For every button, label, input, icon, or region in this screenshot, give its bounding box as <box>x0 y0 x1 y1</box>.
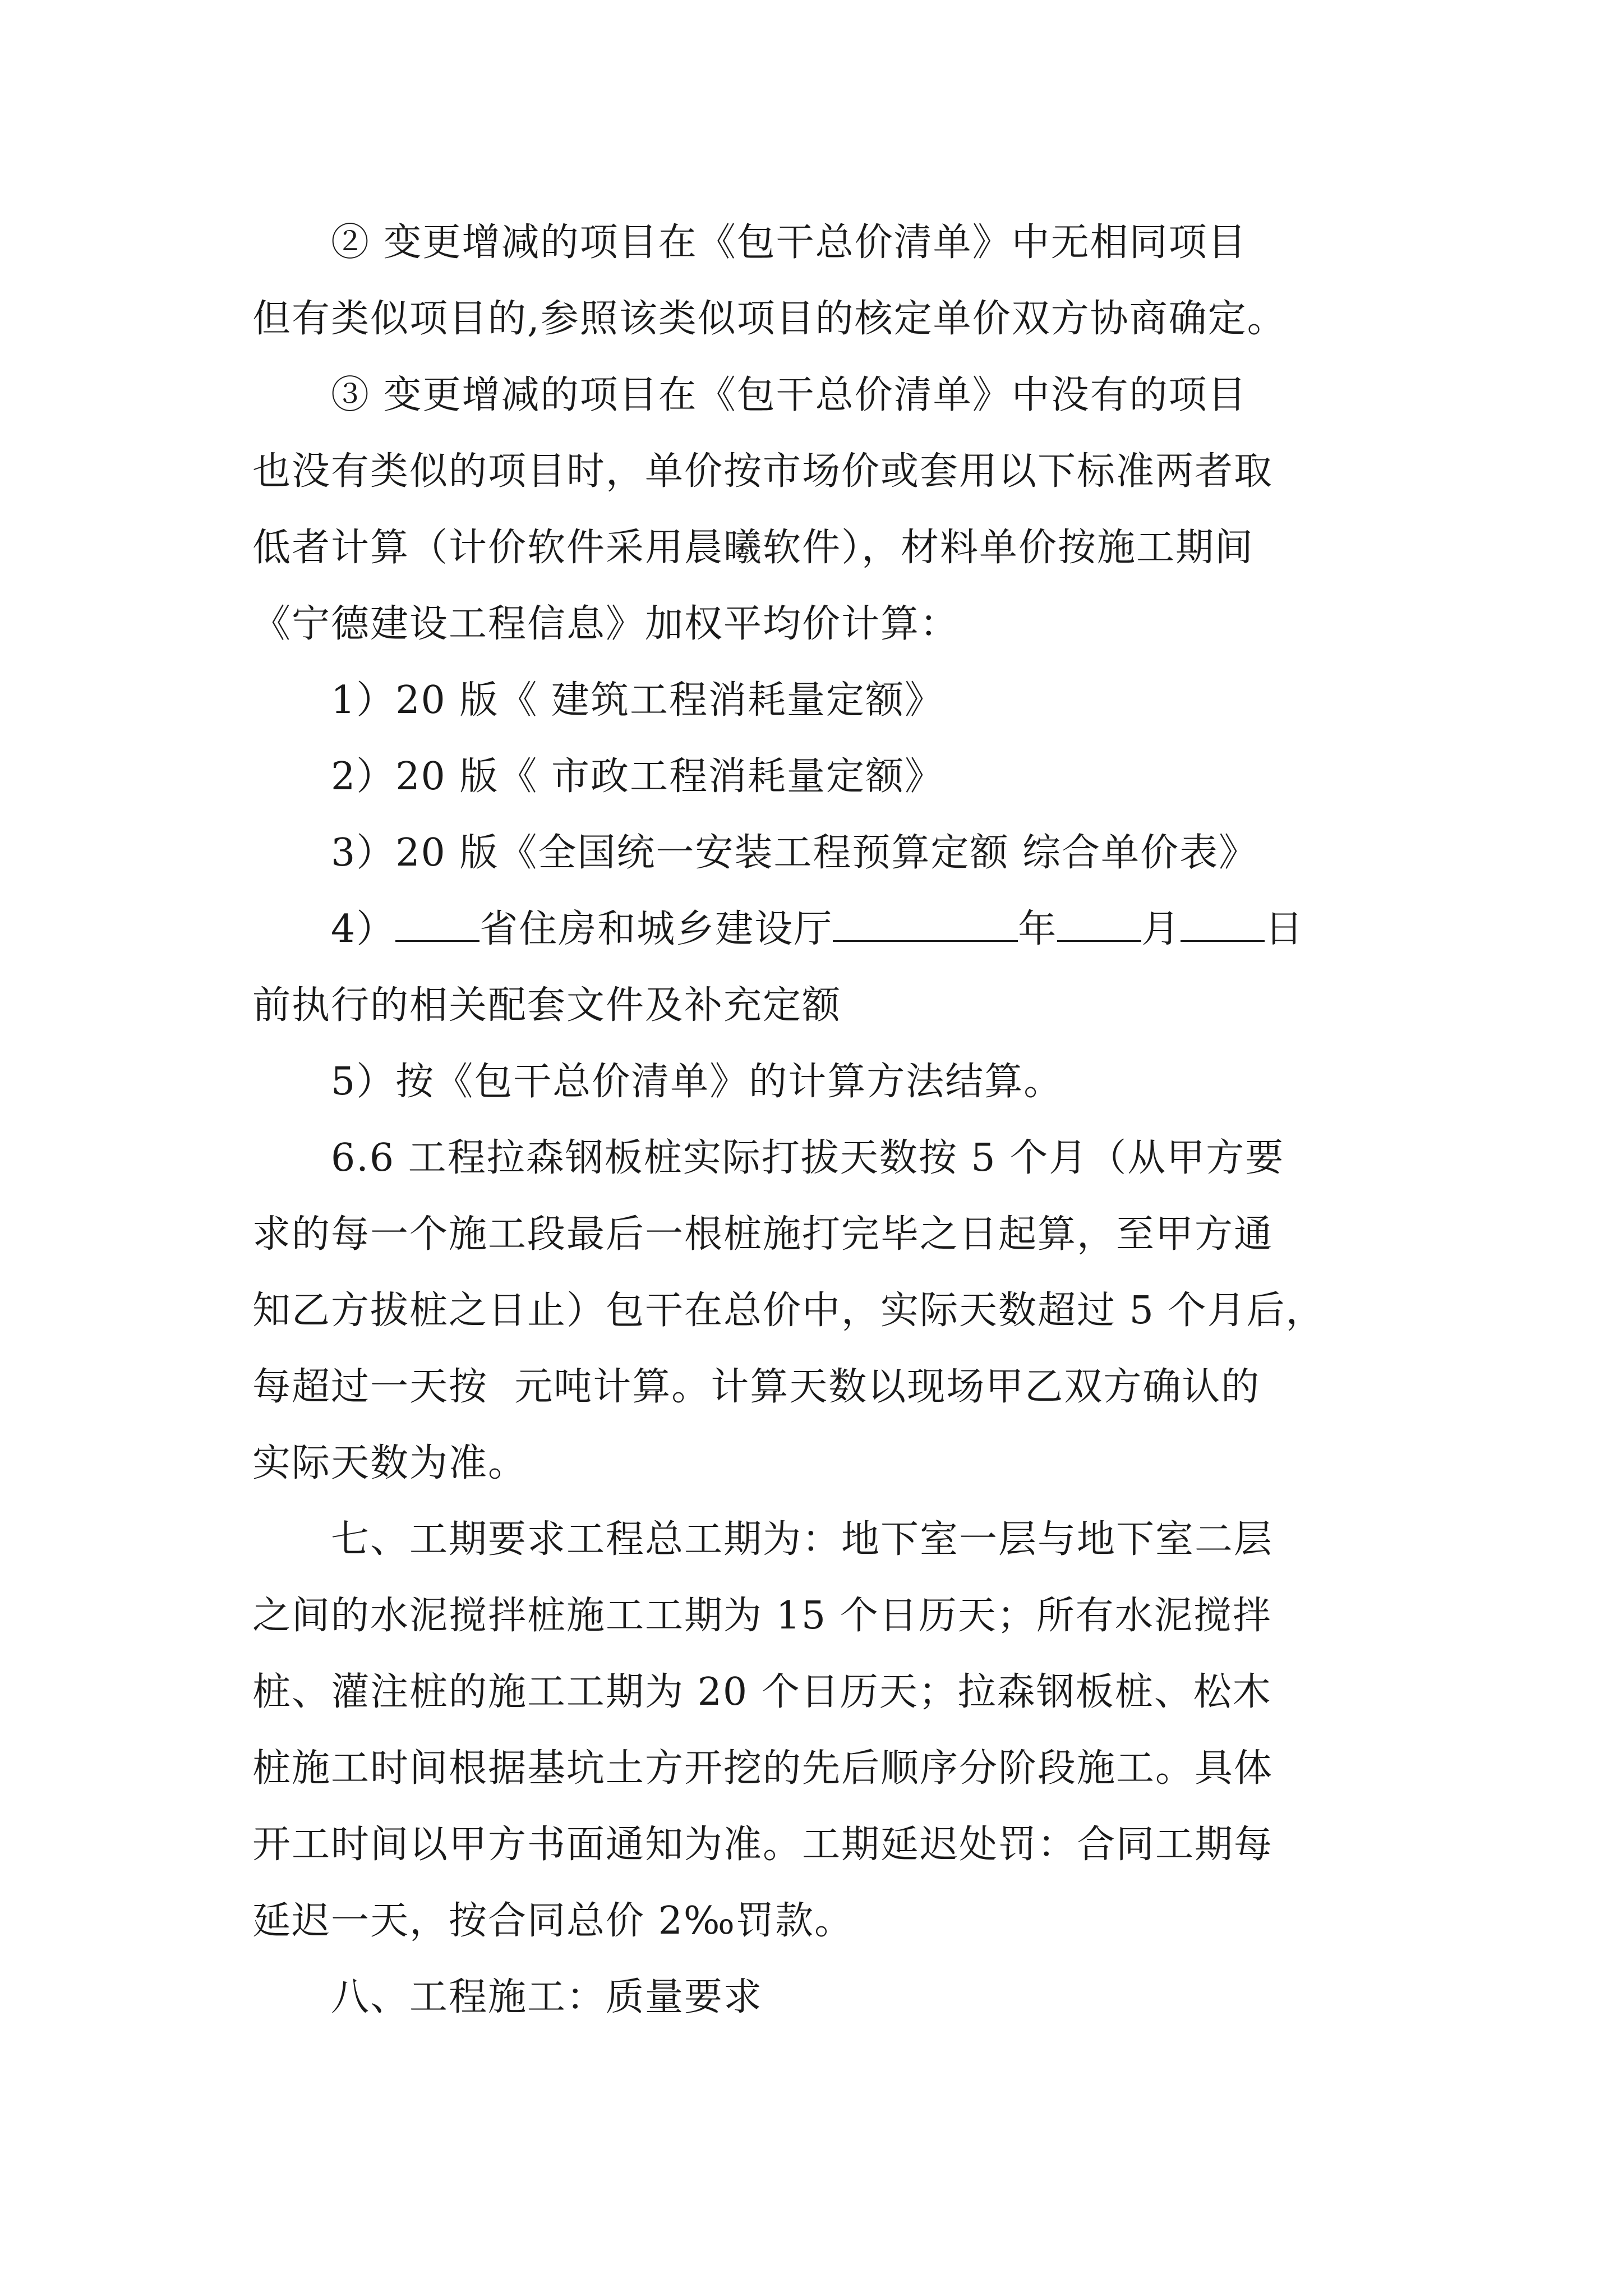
province-blank <box>395 901 479 942</box>
text-line: ② 变更增减的项目在《包干总价清单》中无相同项目 <box>252 220 1247 265</box>
text-line: 之间的水泥搅拌桩施工工期为 15 个日历天；所有水泥搅拌 <box>252 1594 1272 1638</box>
month-blank <box>1057 901 1141 942</box>
text-line: 桩、灌注桩的施工工期为 20 个日历天；拉森钢板桩、松木 <box>252 1670 1272 1714</box>
text-line: 求的每一个施工段最后一根桩施打完毕之日起算，至甲方通 <box>252 1212 1274 1257</box>
province-label: 省住房和城乡建设厅 <box>479 907 833 951</box>
text-line: 1）20 版《 建筑工程消耗量定额》 <box>252 678 944 723</box>
text-line: 也没有类似的项目时，单价按市场价或套用以下标准两者取 <box>252 449 1274 494</box>
month-label: 月 <box>1141 907 1181 951</box>
text-line: 桩施工时间根据基坑土方开挖的先后顺序分阶段施工。具体 <box>252 1746 1274 1791</box>
text-line: 前执行的相关配套文件及补充定额 <box>252 983 842 1028</box>
text-line: 实际天数为准。 <box>252 1441 528 1485</box>
text-line: 开工时间以甲方书面通知为准。工期延迟处罚：合同工期每 <box>252 1823 1274 1867</box>
text-line: 2）20 版《 市政工程消耗量定额》 <box>252 754 944 799</box>
text-line: 每超过一天按 元吨计算。计算天数以现场甲乙双方确认的 <box>252 1365 1261 1409</box>
text-line: ③ 变更增减的项目在《包干总价清单》中没有的项目 <box>252 373 1247 417</box>
text-line: 延迟一天，按合同总价 2‰罚款。 <box>252 1899 854 1943</box>
text-line: 《宁德建设工程信息》加权平均价计算： <box>252 602 960 646</box>
day-blank <box>1181 901 1265 942</box>
year-blank <box>833 901 1018 942</box>
text-line: 知乙方拔桩之日止）包干在总价中，实际天数超过 5 个月后， <box>252 1289 1325 1333</box>
fill-in-line <box>252 891 1374 968</box>
year-label: 年 <box>1018 907 1058 951</box>
item-number: 4） <box>252 907 396 951</box>
day-label: 日 <box>1265 907 1304 951</box>
text-line: 3）20 版《全国统一安装工程预算定额 综合单价表》 <box>252 831 1258 875</box>
section-heading-line: 七、工期要求工程总工期为：地下室一层与地下室二层 <box>252 1517 1274 1562</box>
text-line: 6.6 工程拉森钢板桩实际打拔天数按 5 个月（从甲方要 <box>252 1136 1285 1180</box>
section-heading-line: 八、工程施工：质量要求 <box>252 1975 763 2019</box>
text-line: 低者计算（计价软件采用晨曦软件），材料单价按施工期间 <box>252 526 1255 570</box>
text-line: 但有类似项目的,参照该类似项目的核定单价双方协商确定。 <box>252 297 1287 341</box>
text-line: 5）按《包干总价清单》的计算方法结算。 <box>252 1060 1063 1104</box>
